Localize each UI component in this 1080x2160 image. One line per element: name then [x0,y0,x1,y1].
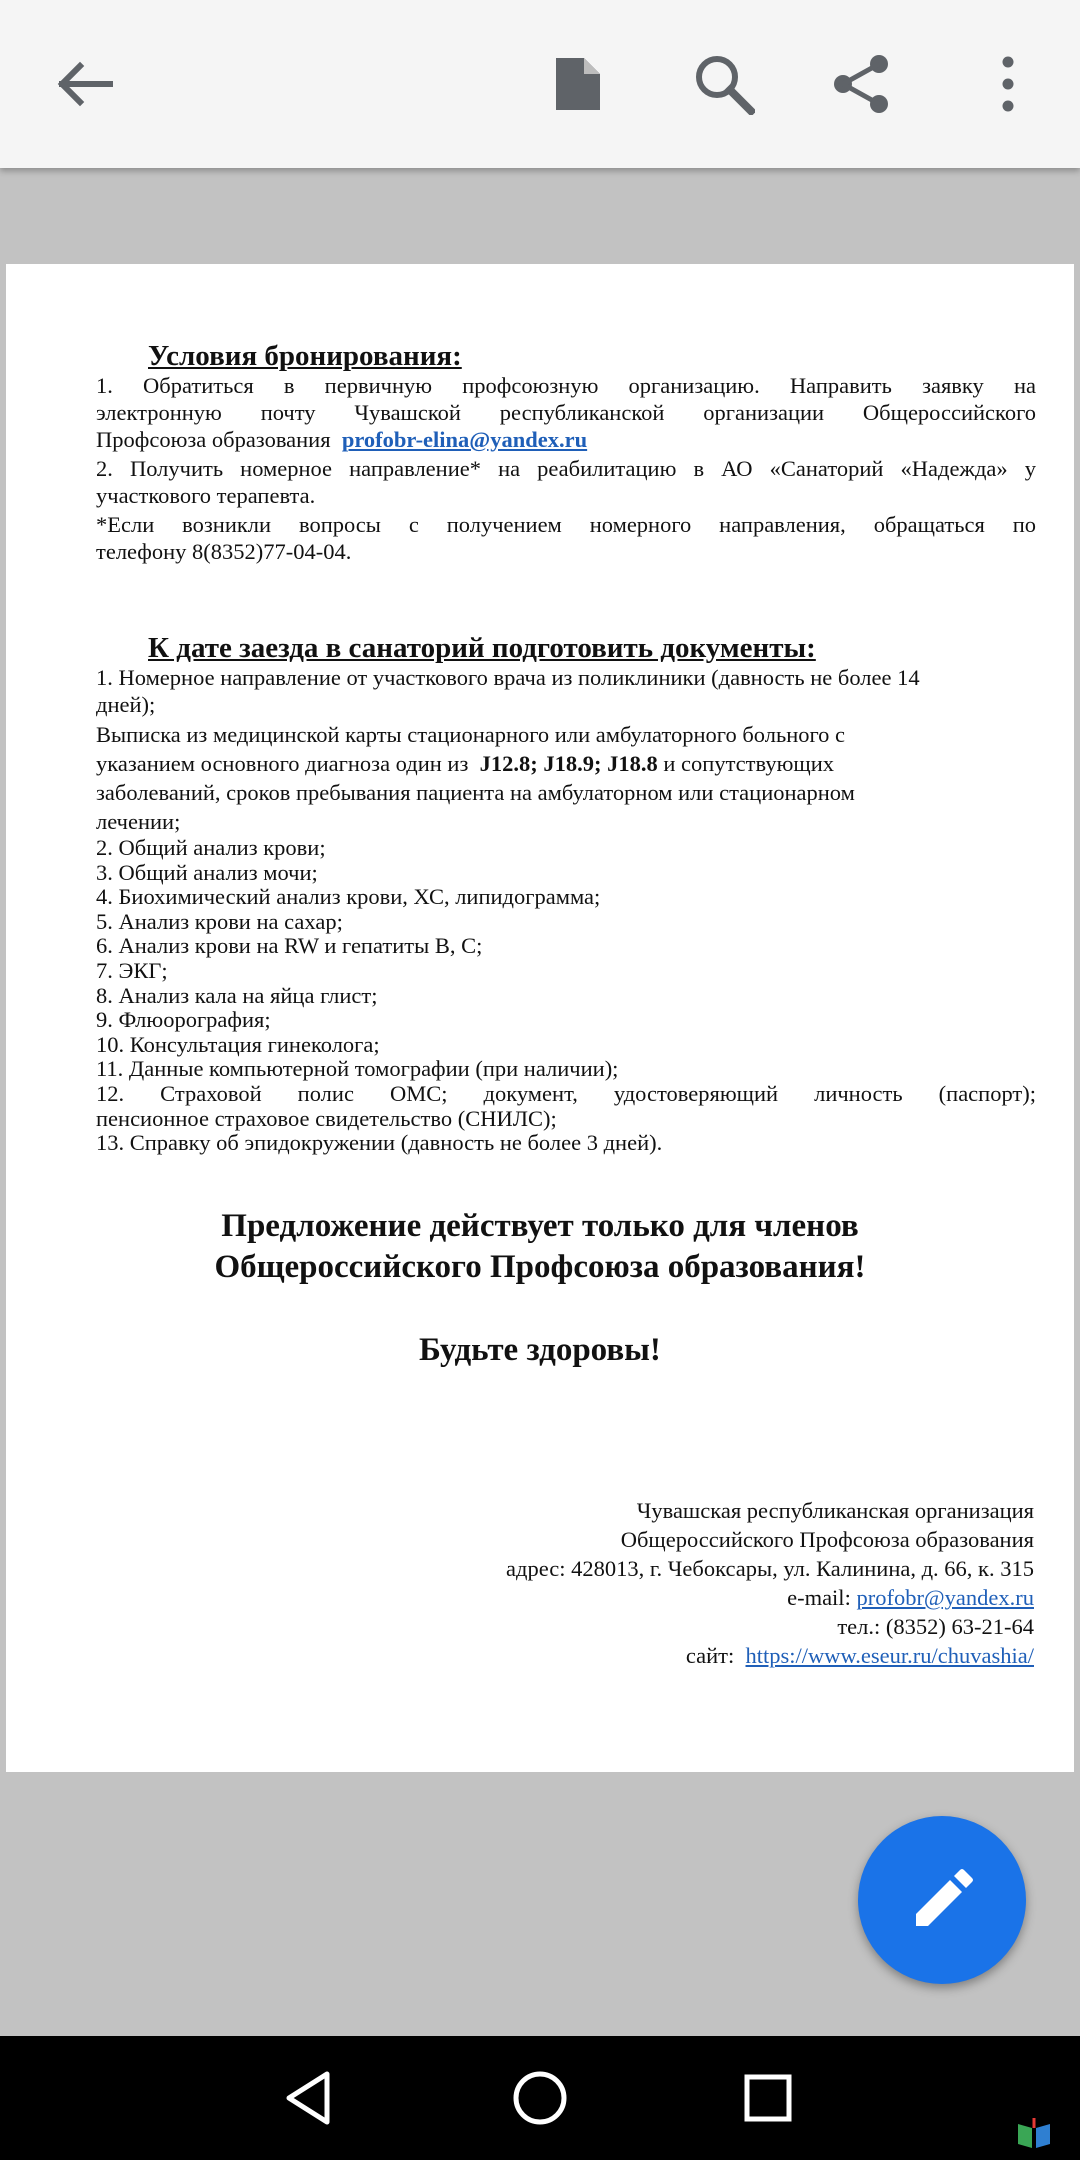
edit-pencil-icon [910,1868,974,1932]
documents-list [96,836,1036,1156]
list-item: 4. Биохимический анализ крови, ХС, липидограмма; [96,884,601,910]
file-icon [554,56,602,112]
search-icon [693,53,755,115]
edit-fab-button[interactable] [858,1816,1026,1984]
back-arrow-icon [54,59,114,109]
booking-step-2: 2. Получить номерное направление* на реабилитацию в АО «Санаторий «Надежда» у участкового терапевта. [96,456,1036,508]
booking-note: *Если возникли вопросы с получением номерного направления, обращаться по телефону 8(8352)77-04-04. [96,512,1036,564]
more-options-button[interactable] [968,44,1048,124]
documents-section [96,632,1036,1156]
website-link[interactable]: https://www.eseur.ru/chuvashia/ [745,1643,1034,1668]
back-button[interactable] [44,44,124,124]
file-info-button[interactable] [538,44,618,124]
search-button[interactable] [684,44,764,124]
documents-heading: К дате заезда в санаторий подготовить документы: [148,632,816,664]
nav-recents-button[interactable] [728,2058,808,2138]
share-icon [831,54,891,114]
system-nav-bar [0,2036,1080,2160]
watermark-book-icon [1016,2116,1052,2150]
list-item: пенсионное страховое свидетельство (СНИЛС); [96,1105,557,1131]
list-item: 11. Данные компьютерной томографии (при наличии); [96,1056,619,1082]
booking-email-link[interactable]: profobr-elina@yandex.ru [341,427,588,452]
pdf-page [6,264,1074,1772]
list-item: 3. Общий анализ мочи; [96,859,318,885]
offer-notice: Предложение действует только для членов Общероссийского Профсоюза образования! [214,1208,866,1285]
nav-back-button[interactable] [268,2058,348,2138]
nav-home-icon [512,2070,568,2126]
list-item: 7. ЭКГ; [96,957,168,983]
top-app-bar [0,0,1080,168]
list-item: 2. Общий анализ крови; [96,835,326,860]
list-item: 12. Страховой полис ОМС; документ, удостоверяющий личность (паспорт); [96,1080,1036,1106]
more-vert-icon [998,54,1018,114]
nav-home-button[interactable] [500,2058,580,2138]
list-item: 9. Флюорография; [96,1007,271,1033]
booking-section [96,340,1036,565]
nav-back-icon [283,2070,333,2126]
booking-step-1: 1. Обратиться в первичную профсоюзную организацию. Направить заявку на электронную почту Чувашской республиканской организации Общероссийского Профсоюза образования profobr-elina@yandex.ru [96,373,1036,452]
list-item: 10. Консультация гинеколога; [96,1031,380,1057]
booking-heading: Условия бронирования: [148,340,462,372]
diagnosis-codes: J12.8; J18.9; J18.8 [479,751,658,776]
contact-email-link[interactable]: profobr@yandex.ru [856,1585,1034,1610]
medical-extract: Выписка из медицинской карты стационарного или амбулаторного больного с указанием основного диагноза один из J12.8; J18.9; J18.8 и сопутствующих заболеваний, сроков пребывания пациента на амбулаторном или стационарном лечении; [96,722,855,834]
list-item: 13. Справку об эпидокружении (давность не более 3 дней). [96,1130,663,1156]
signature-block: Чувашская республиканская организация Общероссийского Профсоюза образования адрес: 428013, г. Чебоксары, ул. Калинина, д. 66, к. 315 e-mail: profobr@yandex.ru тел.: (8352) 63-21-64 сайт: https://www.eseur.ru/chuvashia/ [506,1498,1034,1668]
share-button[interactable] [821,44,901,124]
list-item: 6. Анализ крови на RW и гепатиты В, С; [96,933,483,959]
list-item: 5. Анализ крови на сахар; [96,908,343,934]
nav-recents-icon [743,2073,793,2123]
list-item: 8. Анализ кала на яйца глист; [96,982,378,1008]
wish-text: Будьте здоровы! [419,1332,661,1368]
documents-item-1: 1. Номерное направление от участкового врача из поликлиники (давность не более 14 дней); [96,665,920,717]
